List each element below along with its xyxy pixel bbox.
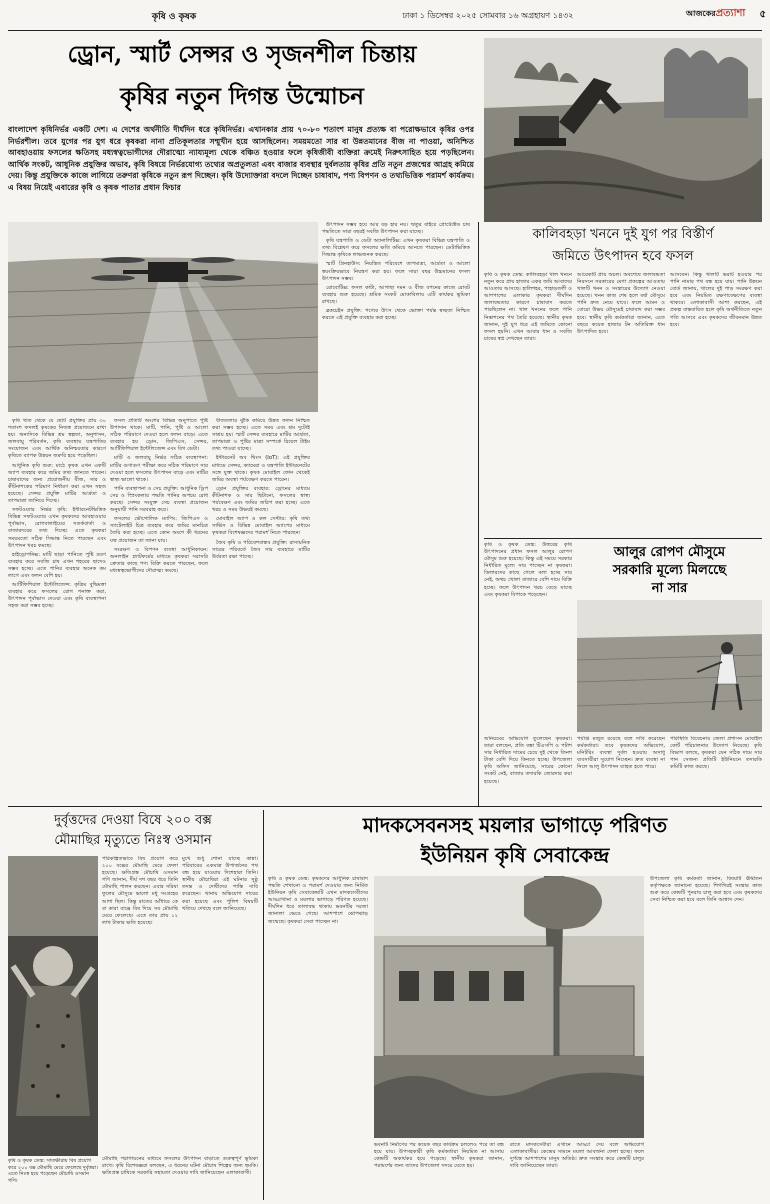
lead-col-4 [322,222,470,802]
alu-col-2: অনিয়মের অভিযোগ তুলেছেন কৃষকরা। তারা বলছেন, প্রতি বস্তা টিএসপি ও পটাশ সার নির্ধারিত দামের চেয়ে দুই থেকে তিনশ টাকা বেশি দিয়ে কিনতে হচ্ছে। উপজেলা কৃষি অফিস জানিয়েছে, সারের কোনো সংকট নেই, বাজার তদারকি জোরদার করা হয়েছে। [484,736,572,785]
madok-headline-line1: মাদকসেবনসহ ময়লার ভাগাড়ে পরিণত [362,813,668,837]
lead-col4-p5: ব্লকচেইন প্রযুক্তি: পণ্যের উৎস থেকে ভোক্তা পর্যন্ত স্বচ্ছতা নিশ্চিত করতে এই প্রযুক্তি ব্যবহার করা হচ্ছে। [322,308,470,322]
lead-col1-p5: আর্টিফিশিয়াল ইন্টেলিজেন্স: কৃত্রিম বুদ্ধিমত্তা ব্যবহার করে ফসলের রোগ শনাক্ত করা, উৎপাদন পূর্বাভাস দেওয়া এবং কৃষি ব্যবস্থাপনা সহজ করা সম্ভব হচ্ছে। [8,582,106,610]
bottom-vertical-rule [263,810,264,1200]
farmer-photo [577,600,762,732]
lead-col4-p3: স্মার্ট গ্রিনহাউস: নিয়ন্ত্রিত পরিবেশে তাপমাত্রা, আর্দ্রতা ও আলো স্বয়ংক্রিয়ভাবে নিয়ন্ত্রণ করা হয়। ফলে সারা বছর উচ্চমানের ফসল উৎপাদন সম্ভব। [322,261,470,282]
lead-col-2 [110,418,208,802]
paper-name: প্রত্যাশা [715,8,746,19]
lead-col3-p5: জৈব কৃষি ও পরিবেশবান্ধব প্রযুক্তি: রাসায়নিক সারের পরিবর্তে জৈব সার ব্যবহারে মাটির উর্বরতা রক্ষা পাচ্ছে। [212,539,310,560]
kalibari-headline-line1: কালিবহড়া খননে দুই যুগ পর বিস্তীর্ণ [532,227,714,242]
madok-col-3: রাতে মাদকসেবীরা এখানে আড্ডা দেয় বলে অভিযোগ এলাকাবাসীর। কেন্দ্রের সামনে ময়লা আবর্জনা ফেলা হচ্ছে। ফলে দুর্গন্ধে আশপাশের মানুষ অতিষ্ঠ। দ্রুত সংস্কার করে কেন্দ্রটি চালুর দাবি জানিয়েছেন তারা। [510,1142,644,1170]
lead-col1-p2: আধুনিক কৃষি শুরু: মাঠে কৃষক এখন একটি অ্যাপ ব্যবহার করে জমির তথ্য জানতে পারেন। চাষাবাদের জন্য প্রয়োজনীয় বীজ, সার ও কীটনাশকের পরিমাণ নির্ধারণ করা এখন সহজ হয়েছে। সেন্সর প্রযুক্তি মাটির আর্দ্রতা ও তাপমাত্রা জানিয়ে দিচ্ছে। [8,462,106,505]
paper-logo [686,6,758,22]
page-number: ৫ [759,9,766,20]
mid-page-rule [8,806,762,807]
lead-headline-line1: ড্রোন, স্মার্ট সেন্সর ও সৃজনশীল চিন্তায় [67,41,417,68]
lead-intro: বাংলাদেশ কৃষিনির্ভর একটি দেশ। এ দেশের অর্থনীতি দীর্ঘদিন ধরে কৃষিনির্ভর। এখানকার প্রায় ৭০-৮০ শতাংশ মানুষ প্রত্যক্ষ বা পরোক্ষভাবে কৃষির ওপর নির্ভরশীল। তবে যুগের পর যুগ ধরে কৃষকরা নানা প্রতিকূলতার সম্মুখীন হয়ে আসছিলেন। সময়মতো সার বা উন্নতমানের বীজ না পাওয়া, অনিশ্চিত আবহাওয়ায় ফসলের ক্ষতিসহ মধ্যস্বত্বভোগীদের দৌরাত্ম্যে ন্যায্যমূল্য থেকে বঞ্চিত হওয়ার ফলে কৃষিজীবী ব্যক্তিরা ক্রমেই নিরুৎসাহিত হয়ে পড়ছিলেন। আর্থিক সংকট, আধুনিক প্রযুক্তির অভাব, কৃষি বিষয়ে নির্ভরযোগ্য তথ্যের অপ্রতুলতা এবং বাজার ব্যবস্থার দুর্বলতায় কৃষির প্রতি নতুন প্রজন্মের আগ্রহ কমিয়ে দেয়। কিন্তু প্রযুক্তিকে কাজে লাগিয়ে তরুণরা কৃষিকে নতুন রূপ দিচ্ছেন। কৃষি উদ্যোক্তারা বদলে দিচ্ছেন চাষাবাদ, পণ্য বিপণন ও তথ্যভিত্তিক পরামর্শ কার্যক্রম। এ বিষয় নিয়েই এবারের কৃষি ও কৃষক পাতার প্রধান ফিচার [8,125,474,192]
lead-col4-p2: কৃষি যন্ত্রপাতি ও ডেটা অ্যানালিটিক্স: এখন কৃষকরা বিভিন্ন যন্ত্রপাতি ও তথ্য বিশ্লেষণ করে ফসলের ক্ষতি কমিয়ে আনতে পারছেন। ডেটাভিত্তিক সিদ্ধান্ত কৃষিকে লাভজনক করছে। [322,238,470,259]
bee-col-3: মৌমাছি পরাগায়নের মাধ্যমে ফসলের উৎপাদন বাড়াতে গুরুত্বপূর্ণ ভূমিকা রাখে। কৃষি বিশেষজ্ঞরা বলছেন, এ ধরনের ঘটনা মৌচাষ শিল্পের জন্য হুমকি। ক্ষতিগ্রস্ত চাষিকে সরকারি সহায়তা দেওয়ার দাবি জানিয়েছেন এলাকাবাসী। [102,1156,258,1177]
lead-col3-p4: মোবাইল অ্যাপ ও কল সেন্টার: কৃষি তথ্য সার্ভিস ও বিভিন্ন মোবাইল অ্যাপের মাধ্যমে কৃষকরা বিশেষজ্ঞদের পরামর্শ নিতে পারছেন। [212,516,310,537]
bee-col-2: মুখে শুধু শোনা যাচ্ছে কান্না। পরিবারের একমাত্র উপার্জনের পথ বন্ধ হয়ে যাওয়ায় দিশেহারা তিনি। স্থানীয় মৌচাষিরা এই ঘটনার সুষ্ঠু তদন্ত ও দোষীদের শাস্তি দাবি করেছেন। থানায় অভিযোগ দায়ের করা হয়েছে এবং পুলিশ বিষয়টি খতিয়ে দেখছে বলে জানিয়েছে। [182,856,258,912]
excavator-photo [484,38,762,222]
lead-col2-p3: পানি ব্যবস্থাপনা ও সেচ প্রযুক্তি: আধুনিক ড্রিপ সেচ ও স্প্রিংকলার পদ্ধতি পানির অপচয় রোধ করছে। সেন্সর সংযুক্ত সেচ ব্যবস্থা প্রয়োজন অনুযায়ী পানি সরবরাহ করে। [110,485,208,514]
lead-col1-p4: হাইড্রোপনিক্স: মাটি ছাড়া পানিতে পুষ্টি দ্রবণ ব্যবহার করে সবজি চাষ এখন শহরের ছাদেও সম্ভব হচ্ছে। এতে পানির ব্যবহার অনেক কম লাগে এবং ফলন বেশি হয়। [8,551,106,579]
alu-col-4: পরিস্থিতি বিবেচনায় জেলা প্রশাসন মোবাইল কোর্ট পরিচালনার উদ্যোগ নিয়েছে। কৃষি বিভাগ বলছে, কৃষকরা যেন সঠিক দামে সার পান সেজন্য প্রতিটি ইউনিয়নে তদারকি কমিটি কাজ করছে। [670,736,762,771]
kalibari-col-3: আসবেন। কিন্তু খালটি ভরাট হওয়ার পর পানি নামার পথ বন্ধ হয়ে যায়। পানি উন্নয়ন বোর্ড জানায়, খালের দুই পাড় সংরক্ষণ করা হবে এবং নিয়মিত রক্ষণাবেক্ষণের ব্যবস্থা থাকবে। এলাকাবাসী আশা করছেন, এই প্রকল্প বাস্তবায়িত হলে কৃষি অর্থনীতিতে নতুন গতি আসবে এবং কৃষকদের জীবনমান উন্নত হবে। [670,272,762,328]
section-label: কৃষি ও কৃষক [151,12,197,22]
lead-col3-p1: বীজতলার ঝুঁকি কমিয়ে উন্নত ফলন নিশ্চিত করা সম্ভব হচ্ছে। এতে সময় এবং শ্রম দুটোই সাশ্রয় হয়। স্মার্ট সেন্সর ব্যবহারে মাটির আর্দ্রতা, তাপমাত্রা ও পুষ্টির মাত্রা সম্পর্কে রিয়েল টাইম তথ্য পাওয়া যাচ্ছে। [212,418,310,453]
alu-headline-line3: না সার [651,581,688,596]
alu-col-3: পর্যাপ্ত মজুত রয়েছে বলে দাবি করেছেন কর্মকর্তারা। তবে কৃষকদের অভিযোগ, মনিটরিং ব্যবস্থা দুর্বল হওয়ায় অসাধু ব্যবসায়ীরা সুযোগ নিচ্ছেন। দ্রুত ব্যবস্থা না নিলে আলু উৎপাদন ব্যাহত হতে পারে। [577,736,665,771]
masthead-rule [8,30,762,31]
drone-photo [8,222,318,412]
lead-col-3 [212,418,310,802]
kalibari-col-1: কৃষি ও কৃষক ডেস্ক: কালিবহড়া খাল খননে নতুন করে প্রায় হাজার একর জমি আবাদের আওতায় আসছে। হালিশহর, পাহাড়তলী ও আশপাশের এলাকার কৃষকরা দীর্ঘদিন জলাবদ্ধতার কারণে চাষাবাদ করতে পারছিলেন না। খাল খননের ফলে পানি নিষ্কাশনের পথ তৈরি হয়েছে। স্থানীয় কৃষক জানান, দুই যুগ ধরে এই জমিতে কোনো ফসল হয়নি। এখন আবার ধান ও সবজি চাষের স্বপ্ন দেখছেন তারা। [484,272,572,342]
masthead [0,0,770,34]
service-center-photo [374,876,644,1138]
kalibari-bottom-rule [484,538,762,539]
bee-col-1: পরিকল্পিতভাবে বিষ প্রয়োগ করে ২০০ বক্সের মৌমাছি মেরে ফেলা হয়েছে। ক্ষতিগ্রস্ত মৌচাষি ওসমান গণি জানান, দীর্ঘ দশ বছর ধরে তিনি মৌমাছি পালন করছেন। এবার সরিষা ফুলের মৌসুমে ভালো মধু সংগ্রহের আশা ছিল। কিন্তু রাতের আঁধারে কে বা কারা বাক্সে বিষ দিয়ে সব মৌমাছি মেরে ফেলেছে। এতে তার প্রায় ১২ লাখ টাকার ক্ষতি হয়েছে। [102,856,178,926]
bee-headline-line2: মৌমাছির মৃত্যুতে নিঃস্ব ওসমান [54,833,212,848]
lead-col3-p3: ড্রোন প্রযুক্তির ব্যবহার: ড্রোনের মাধ্যমে কীটনাশক ও সার ছিটানো, ফসলের স্বাস্থ্য পর্যবেক্ষণ এবং জমির জরিপ করা হচ্ছে। এতে খরচ ও সময় উভয়ই কমছে। [212,485,310,514]
lead-col3-p2: ইন্টারনেট অব থিংস (IoT): এই প্রযুক্তির মাধ্যমে সেন্সর, ক্যামেরা ও যন্ত্রপাতি ইন্টারনেটের সঙ্গে যুক্ত থাকে। কৃষক মোবাইল ফোন থেকেই জমির অবস্থা পর্যবেক্ষণ করতে পারেন। [212,455,310,483]
kalibari-col-2: আরেকটি প্রায় অচল। অবশেষে জলাবদ্ধতা নিরসনে সরকারের মেগা প্রকল্পের আওতায় খালটি খনন ও সংস্কারের উদ্যোগ নেওয়া হয়েছে। খনন কাজ শেষ হলে বর্ষা মৌসুমে পানি দ্রুত নেমে যাবে। ফলে আমন ও বোরো উভয় মৌসুমেই চাষাবাদ করা সম্ভব হবে। স্থানীয় কৃষি কর্মকর্তারা জানান, এতে বছরে কয়েক হাজার টন অতিরিক্ত ধান উৎপাদিত হবে। [577,272,665,335]
lead-col4-p4: রোবোটিক্স: ফসল কাটা, আগাছা দমন ও বীজ বপনের কাজে রোবট ব্যবহার শুরু হয়েছে। শ্রমিক সংকট মোকাবিলায় এটি কার্যকর ভূমিকা রাখছে। [322,284,470,305]
alu-headline-line2: সরকারি মূল্যে মিলছেে [612,563,727,578]
lead-col1-p1: কৃষি খাত থেকে যে ছোট প্রযুক্তির প্রায় ৩০ শতাংশ ফসলই কৃষকের নিজস্ব প্রয়োজনে রাখা হয়। অন্যদিকে বিভিন্ন শ্রম স্বল্পতা, অনুশাসন, জলবায়ু পরিবর্তন, কৃষি ব্যবস্থায় যন্ত্রপাতির সংযোজন এবং আর্থিক অনিশ্চয়তার কারণে কৃষিতে ব্যাপক উন্নয়ন জরুরি হয়ে পড়েছিল। [8,418,106,460]
bee-photo-caption: কৃষি ও কৃষক ডেস্ক: সাতক্ষীরায় বিষ প্রয়োগ করে ২০০ বক্স মৌমাছি মেরে ফেলেছে দুর্বৃত্তরা। এতে নিঃস্ব হয়ে পড়েছেন মৌচাষি ওসমান গণি। [8,1158,98,1184]
lead-vertical-rule [478,222,479,806]
lead-col2-p5: সংরক্ষণ ও বিপণন ব্যবস্থা আধুনিকায়ন: অনলাইন প্ল্যাটফর্মের মাধ্যমে কৃষকরা সরাসরি ক্রেতার কাছে পণ্য বিক্রি করতে পারছেন, ফলে মধ্যস্বত্বভোগীদের দৌরাত্ম্য কমছে। [110,546,208,574]
alu-headline-line1: আলুর রোপণ মৌসুমে [613,545,726,560]
lead-headline-line2: কৃষির নতুন দিগন্ত উন্মোচন [120,83,364,110]
beekeeper-photo [8,856,98,1156]
madok-col-2: ভবনটি নির্মাণের পর কয়েক বছর কার্যক্রম চললেও পরে তা বন্ধ হয়ে যায়। উপসহকারী কৃষি কর্মকর্তারা নিয়মিত না আসায় কেন্দ্রটি অকার্যকর হয়ে পড়েছে। স্থানীয় কৃষকরা জানান, পরামর্শের জন্য তাদের উপজেলা সদরে যেতে হয়। [374,1142,504,1170]
madok-headline-line2: ইউনিয়ন কৃষি সেবাকেন্দ্র [420,843,610,867]
alu-col-1: কৃষি ও কৃষক ডেস্ক: উত্তরের কৃষি উৎপাদনের প্রধান ফসল আলুর রোপণ মৌসুম শুরু হয়েছে। কিন্তু এই সময়ে সরকার নির্ধারিত মূল্যে সার পাচ্ছেন না কৃষকরা। ডিলারদের কাছে গেলে বলা হচ্ছে সার নেই, অথচ খোলা বাজারে বেশি দামে বিক্রি হচ্ছে। ফলে উৎপাদন খরচ বেড়ে যাচ্ছে এবং কৃষকরা বিপাকে পড়েছেন। [484,542,572,598]
madok-col-4: উপজেলা কৃষি কর্মকর্তা জানান, বিষয়টি ঊর্ধ্বতন কর্তৃপক্ষকে জানানো হয়েছে। শিগগিরই সংস্কার কাজ শুরু করে কেন্দ্রটি পুনরায় চালু করা হবে এবং কৃষকদের সেবা নিশ্চিত করা হবে বলে তিনি আশ্বাস দেন। [650,876,762,904]
lead-col2-p2: মাটি ও জলবায়ু নির্ভর সঠিক ব্যবস্থাপনা: মাটির গুণাগুণ পরীক্ষা করে সঠিক পরিমাণে সার দেওয়া হলে ফসলের উৎপাদন বাড়ে এবং মাটির স্বাস্থ্য ভালো থাকে। [110,455,208,483]
paper-prefix: আজকের [686,9,716,18]
kalibari-headline-line2: জমিতে উৎপাদন হবে ফসল [552,249,694,264]
lead-col1-p3: সফটওয়্যার নির্ভর কৃষি: ইন্টারনেটভিত্তিক বিভিন্ন সফটওয়্যার এখন কৃষকদের আবহাওয়ার পূর্বাভাস, রোগবালাইয়ের সতর্কবার্তা ও বাজারদরের তথ্য দিচ্ছে। এতে কৃষকরা সময়মতো সঠিক সিদ্ধান্ত নিতে পারছেন এবং উৎপাদন খরচ কমছে। [8,507,106,549]
bee-headline-line1: দুর্বৃত্তদের দেওয়া বিষে ২০০ বক্স [54,813,212,828]
lead-col2-p1: ফসল প্রতিটি অংশের বিভিন্ন অনুপাতে পুষ্টি উপাদান থাকে। মাটি, পানি, পুষ্টি ও আলো সঠিক পরিমাণে দেওয়া হলে ফলন বাড়ে। এতে ব্যবহার হয় ড্রোন, জিপিএস, সেন্সর, আর্টিফিশিয়াল ইন্টেলিজেন্স এবং বিগ ডেটা। [110,418,208,453]
lead-col4-p1: উৎপাদন সম্ভব হয়ে আর বড় হার নয়। ঋতুর বাইরে প্রোটেক্টেড চাষ পদ্ধতিতে সারা বছরই সবজি উৎপাদন করা যাচ্ছে। [322,222,470,236]
dateline: ঢাকা ১ ডিসেম্বর ২০২৫ সোমবার ১৬ অগ্রহায়ণ ১৪৩২ [402,11,574,20]
madok-col-1: কৃষি ও কৃষক ডেস্ক: কৃষকদের আধুনিক চাষাবাদ পদ্ধতি শেখানো ও পরামর্শ দেওয়ার জন্য নির্মিত ইউনিয়ন কৃষি সেবাকেন্দ্রটি এখন মাদকসেবীদের আড্ডাখানা ও ময়লার ভাগাড়ে পরিণত হয়েছে। দীর্ঘদিন ধরে তালাবদ্ধ থাকায় ভবনটির দরজা জানালা ভেঙে গেছে। আশপাশে ঝোপঝাড় জন্মেছে। কৃষকরা সেবা পাচ্ছেন না। [268,876,368,925]
lead-col2-p4: ফসলের ভৌগোলিক ম্যাপিং: জিপিএস ও স্যাটেলাইট চিত্র ব্যবহার করে জমির মানচিত্র তৈরি করা হচ্ছে। এতে কোন অংশে কী ধরনের যত্ন প্রয়োজন তা জানা যায়। [110,516,208,544]
lead-col-1 [8,418,106,802]
